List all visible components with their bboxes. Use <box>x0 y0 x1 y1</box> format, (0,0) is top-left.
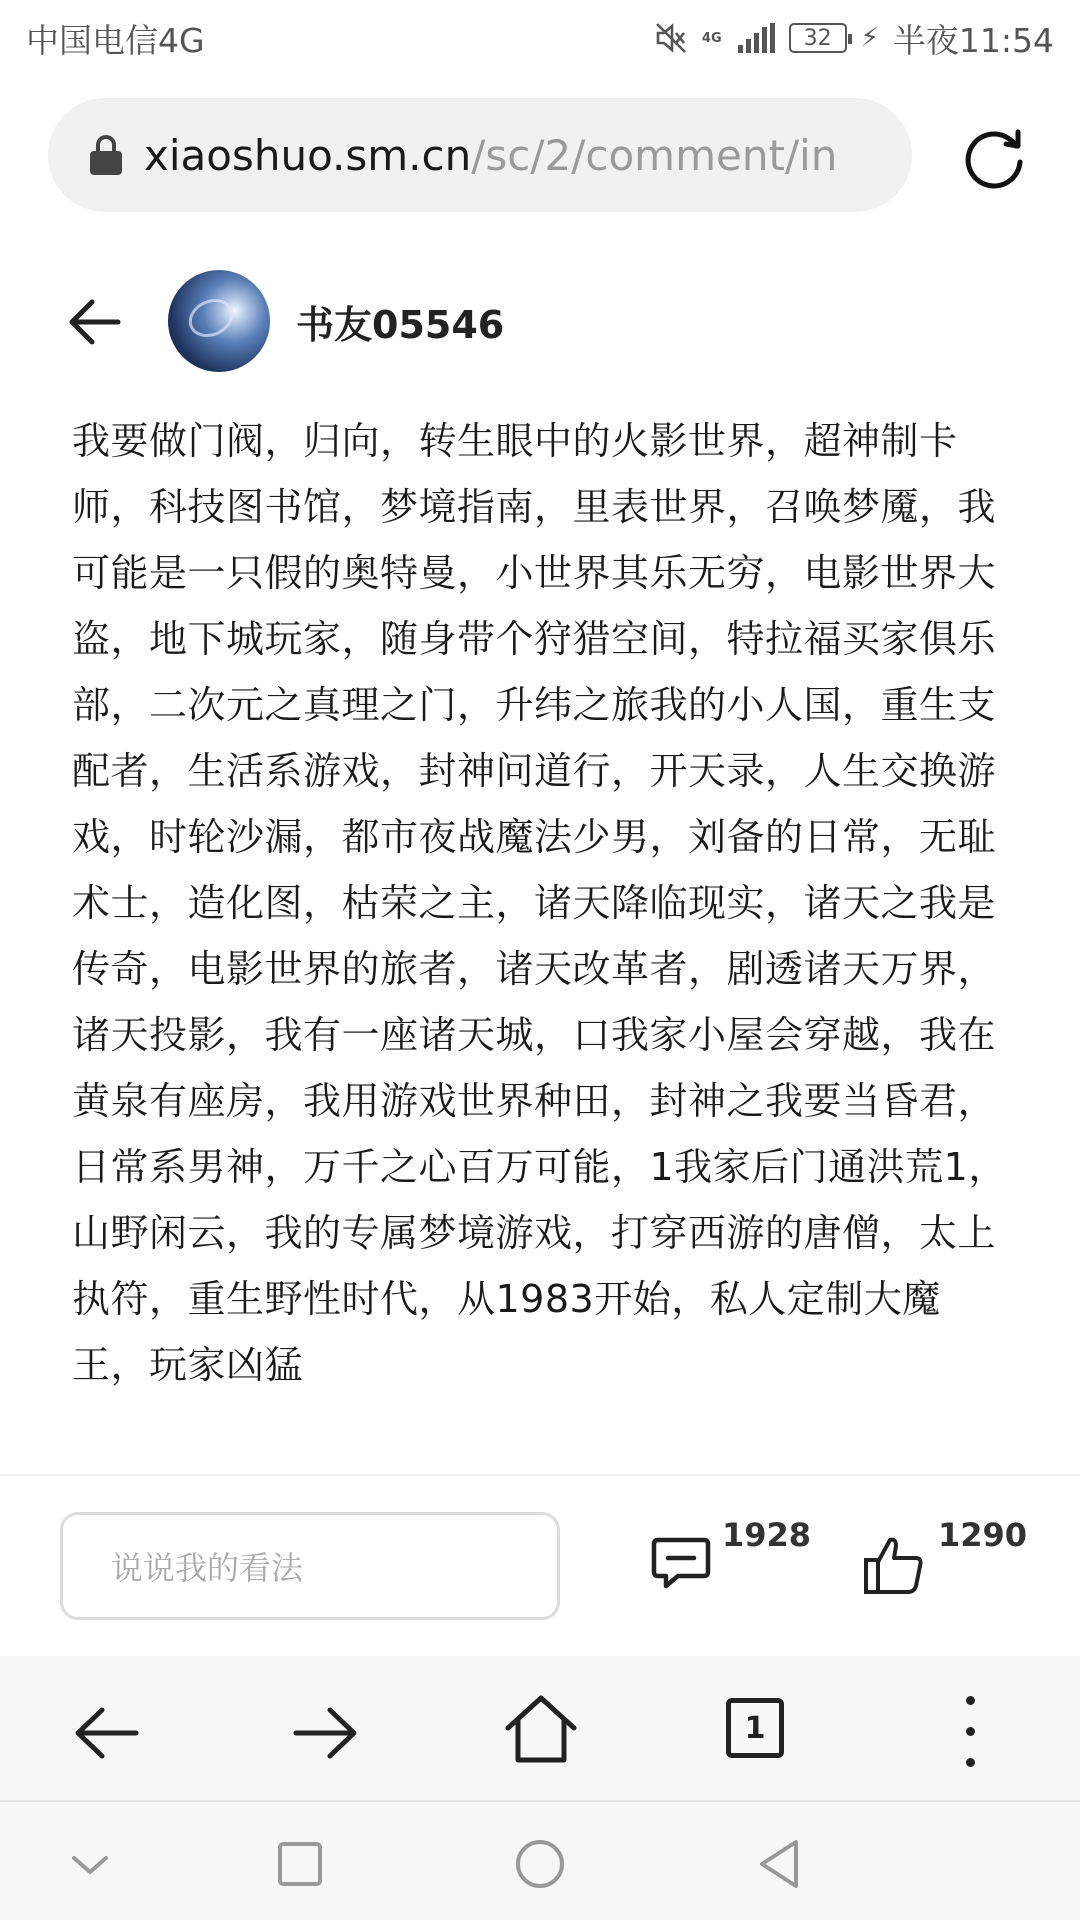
home-circle-icon[interactable] <box>512 1836 568 1892</box>
tabs-count: 1 <box>744 1710 766 1746</box>
system-nav-bar <box>0 1800 1080 1920</box>
battery-level: 32 <box>803 25 832 51</box>
status-bar <box>0 0 1080 76</box>
home-icon[interactable] <box>504 1692 578 1766</box>
lock-icon <box>90 135 122 175</box>
reload-icon[interactable] <box>960 122 1030 192</box>
like-count: 1290 <box>938 1516 1028 1554</box>
recent-apps-icon[interactable] <box>272 1836 328 1892</box>
url-domain: xiaoshuo.sm.cn <box>144 130 472 180</box>
chevron-down-icon[interactable] <box>62 1836 118 1892</box>
signal-icon <box>738 23 775 53</box>
comment-bubble-icon[interactable] <box>650 1532 712 1594</box>
comment-text: 我要做门阀，归向，转生眼中的火影世界，超神制卡师，科技图书馆，梦境指南，里表世界，召唤梦魇，我可能是一只假的奥特曼，小世界其乐无穷，电影世界大盗，地下城玩家，随身带个狩猎空间，特拉福买家俱乐部，二次元之真理之门，升纬之旅我的小人国，重生支配者，生活系游戏，封神问道行，开天录，人生交换游戏，时轮沙漏，都市夜战魔法少男，刘备的日常，无耻术士，造化图，枯荣之主，诸天降临现实，诸天之我是传奇，电影世界的旅者，诸天改革者，剧透诸天万界，诸天投影，我有一座诸天城，口我家小屋会穿越，我在黄泉有座房，我用游戏世界种田，封神之我要当昏君，日常系男神，万千之心百万可能，1我家后门通洪荒1，山野闲云，我的专属梦境游戏，打穿西游的唐僧，太上执符，重生野性时代，从1983开始，私人定制大魔王，玩家凶猛 <box>72 419 1007 1387</box>
url-text[interactable] <box>144 131 874 180</box>
browser-toolbar <box>0 1656 1080 1800</box>
more-vertical-icon[interactable] <box>960 1696 980 1772</box>
url-path: /sc/2/comment/in <box>471 130 838 180</box>
comment-input-placeholder: 说说我的看法 <box>111 1549 304 1587</box>
carrier-label: 中国电信4G <box>26 20 205 60</box>
arrow-left-icon[interactable] <box>68 292 122 352</box>
back-triangle-icon[interactable] <box>752 1836 808 1892</box>
tabs-button[interactable] <box>726 1698 784 1758</box>
thumbs-up-icon[interactable] <box>862 1534 926 1596</box>
address-bar[interactable] <box>48 98 912 212</box>
charging-icon: ⚡ <box>860 23 879 53</box>
username[interactable]: 书友05546 <box>296 303 505 347</box>
divider <box>0 1474 1080 1476</box>
status-icons <box>654 15 1054 62</box>
network-type-label: 4G <box>701 30 722 46</box>
battery-icon <box>789 23 847 53</box>
avatar[interactable] <box>168 270 270 372</box>
comment-count: 1928 <box>722 1516 812 1554</box>
arrow-right-icon[interactable] <box>290 1698 360 1768</box>
comment-input[interactable] <box>60 1512 560 1620</box>
mute-icon <box>654 21 688 55</box>
arrow-left-icon[interactable] <box>72 1698 142 1768</box>
clock: 半夜11:54 <box>892 20 1054 60</box>
